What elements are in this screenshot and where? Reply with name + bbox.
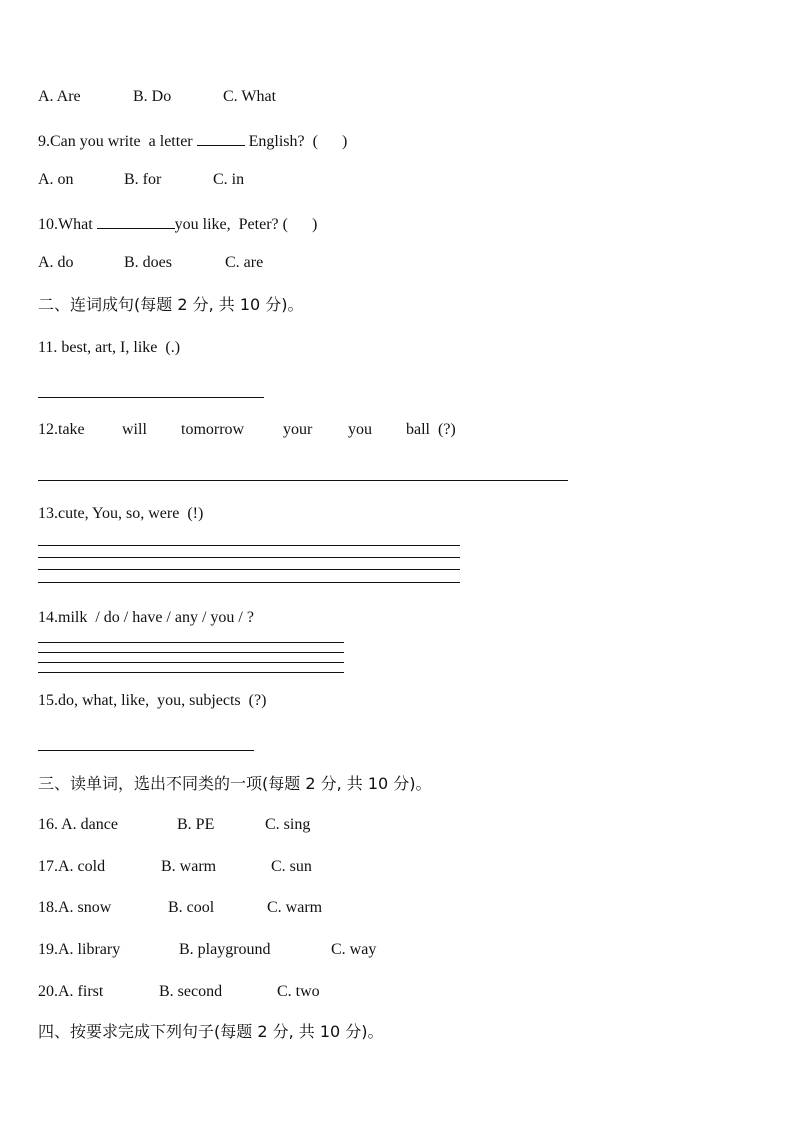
q17-option-a: 17.A. cold [38, 858, 106, 875]
q9-option-b: B. for [124, 171, 162, 188]
q16-option-a: 16. A. dance [38, 816, 118, 833]
q19-option-b: B. playground [179, 941, 271, 958]
section-4-heading: 四、按要求完成下列句子(每题 2 分, 共 10 分)。 [38, 1022, 384, 1041]
q20-option-c: C. two [277, 983, 320, 1000]
answer-line [38, 545, 460, 546]
q18-option-a: 18.A. snow [38, 899, 112, 916]
q9-text-before: 9.Can you write a letter [38, 133, 197, 150]
q10-question [38, 213, 317, 235]
q8-option-c: C. What [223, 88, 277, 105]
q10-option-a: A. do [38, 254, 74, 271]
q10-text-before: 10.What [38, 216, 97, 233]
q12-word: ball (?) [406, 421, 456, 438]
answer-line [38, 662, 344, 663]
answer-line [38, 652, 344, 653]
answer-line [38, 569, 460, 570]
section-3-heading: 三、读单词，选出不同类的一项(每题 2 分, 共 10 分)。 [38, 774, 432, 793]
q9-option-a: A. on [38, 171, 74, 188]
q10-blank [97, 213, 175, 229]
q20-option-b: B. second [159, 983, 223, 1000]
q12-answer-line [38, 480, 568, 481]
q18-option-c: C. warm [267, 899, 323, 916]
q15-answer-line [38, 750, 254, 751]
q9-option-c: C. in [213, 171, 245, 188]
answer-line [38, 582, 460, 583]
q10-text-after: you like, Peter? ( ) [174, 216, 318, 233]
q18-option-b: B. cool [168, 899, 215, 916]
q12-word: tomorrow [181, 421, 245, 438]
section-2-heading: 二、连词成句(每题 2 分, 共 10 分)。 [38, 295, 304, 314]
q19-option-c: C. way [331, 941, 377, 958]
q8-option-a: A. Are [38, 88, 81, 105]
q12-word: will [122, 421, 147, 438]
q16-option-b: B. PE [177, 816, 215, 833]
q17-option-c: C. sun [271, 858, 312, 875]
q10-option-b: B. does [124, 254, 172, 271]
q9-blank [197, 130, 245, 146]
q12-word: 12.take [38, 421, 85, 438]
q13-prompt: 13.cute, You, so, were (!) [38, 505, 204, 522]
q14-prompt: 14.milk / do / have / any / you / ? [38, 609, 254, 626]
answer-line [38, 557, 460, 558]
q15-prompt: 15.do, what, like, you, subjects (?) [38, 692, 267, 709]
q8-option-b: B. Do [133, 88, 172, 105]
q12-word: your [283, 421, 313, 438]
q17-option-b: B. warm [161, 858, 217, 875]
q10-option-c: C. are [225, 254, 264, 271]
answer-line [38, 672, 344, 673]
q12-word: you [348, 421, 372, 438]
answer-line [38, 642, 344, 643]
q16-option-c: C. sing [265, 816, 311, 833]
q20-option-a: 20.A. first [38, 983, 104, 1000]
q9-question [38, 130, 347, 152]
q19-option-a: 19.A. library [38, 941, 121, 958]
q11-answer-line [38, 397, 264, 398]
q11-prompt: 11. best, art, I, like (.) [38, 339, 181, 356]
q9-text-after: English? ( ) [244, 133, 348, 150]
